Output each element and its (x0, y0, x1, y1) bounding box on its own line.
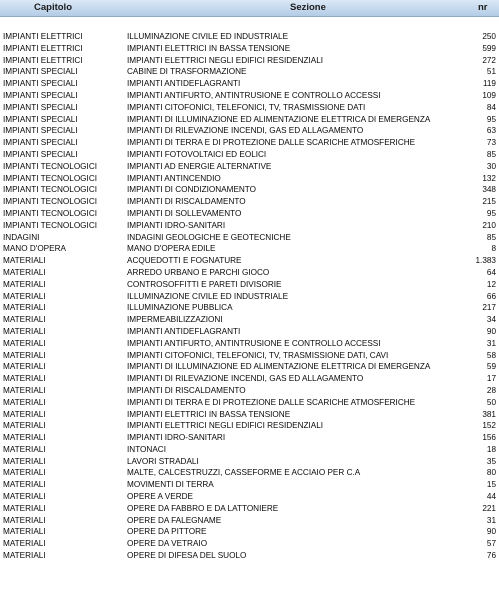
cell-capitolo: MATERIALI (3, 515, 46, 525)
cell-capitolo: MATERIALI (3, 444, 46, 454)
table-row[interactable] (0, 55, 499, 67)
table-row[interactable] (0, 232, 499, 244)
column-header-sezione[interactable]: Sezione (290, 2, 326, 13)
table-row[interactable] (0, 255, 499, 267)
cell-capitolo: MATERIALI (3, 326, 46, 336)
cell-nr: 215 (482, 197, 496, 207)
cell-capitolo: MATERIALI (3, 480, 46, 490)
cell-nr: 80 (486, 468, 496, 478)
cell-sezione: IMPIANTI ANTIDEFLAGRANTI (127, 326, 241, 336)
cell-capitolo: IMPIANTI ELETTRICI (3, 43, 83, 53)
cell-capitolo: IMPIANTI SPECIALI (3, 126, 78, 136)
cell-sezione: INDAGINI GEOLOGICHE E GEOTECNICHE (127, 232, 291, 242)
cell-capitolo: MATERIALI (3, 397, 46, 407)
table-row[interactable] (0, 78, 499, 90)
cell-nr: 132 (482, 173, 496, 183)
cell-capitolo: MATERIALI (3, 338, 46, 348)
cell-nr: 272 (482, 55, 496, 65)
table-row[interactable] (0, 550, 499, 562)
cell-nr: 210 (482, 220, 496, 230)
cell-sezione: IMPIANTI IDRO-SANITARI (127, 433, 226, 443)
cell-capitolo: IMPIANTI ELETTRICI (3, 55, 83, 65)
table-row[interactable] (0, 338, 499, 350)
cell-sezione: MANO D'OPERA EDILE (127, 244, 216, 254)
cell-nr: 90 (486, 527, 496, 537)
cell-sezione: OPERE DA VETRAIO (127, 539, 208, 549)
table-row[interactable] (0, 90, 499, 102)
cell-capitolo: MATERIALI (3, 433, 46, 443)
table-row[interactable] (0, 243, 499, 255)
cell-nr: 250 (482, 32, 496, 41)
cell-nr: 12 (486, 279, 496, 289)
cell-nr: 31 (486, 515, 496, 525)
cell-capitolo: MATERIALI (3, 256, 46, 266)
cell-capitolo: MATERIALI (3, 362, 46, 372)
cell-capitolo: MANO D'OPERA (3, 244, 66, 254)
cell-nr: 95 (486, 208, 496, 218)
table-row[interactable] (0, 279, 499, 291)
cell-capitolo: IMPIANTI SPECIALI (3, 79, 78, 89)
table-row[interactable] (0, 302, 499, 314)
cell-sezione: IMPIANTI DI RISCALDAMENTO (127, 385, 246, 395)
table-row[interactable] (0, 467, 499, 479)
table-row[interactable] (0, 432, 499, 444)
table-row[interactable] (0, 208, 499, 220)
table-row[interactable] (0, 149, 499, 161)
cell-sezione: IMPIANTI ANTIDEFLAGRANTI (127, 79, 241, 89)
cell-nr: 44 (486, 492, 496, 502)
cell-capitolo: MATERIALI (3, 291, 46, 301)
table-row[interactable] (0, 444, 499, 456)
cell-nr: 221 (482, 503, 496, 513)
cell-sezione: IMPIANTI ELETTRICI IN BASSA TENSIONE (127, 409, 291, 419)
cell-sezione: LAVORI STRADALI (127, 456, 199, 466)
table-row[interactable] (0, 456, 499, 468)
cell-nr: 64 (486, 267, 496, 277)
cell-nr: 73 (486, 138, 496, 148)
table-row[interactable] (0, 291, 499, 303)
cell-sezione: ILLUMINAZIONE CIVILE ED INDUSTRIALE (127, 32, 289, 41)
cell-sezione: IMPIANTI DI SOLLEVAMENTO (127, 208, 242, 218)
cell-capitolo: IMPIANTI TECNOLOGICI (3, 197, 98, 207)
cell-sezione: ILLUMINAZIONE CIVILE ED INDUSTRIALE (127, 291, 289, 301)
cell-sezione: ACQUEDOTTI E FOGNATURE (127, 256, 242, 266)
column-header-nr[interactable]: nr (478, 2, 488, 13)
table-header (0, 0, 499, 17)
cell-sezione: IMPIANTI DI ILLUMINAZIONE ED ALIMENTAZIONE ELETTRICA DI EMERGENZA (127, 362, 431, 372)
cell-sezione: IMPIANTI DI CONDIZIONAMENTO (127, 185, 257, 195)
cell-nr: 58 (486, 350, 496, 360)
cell-sezione: IMPIANTI DI TERRA E DI PROTEZIONE DALLE SCARICHE ATMOSFERICHE (127, 138, 416, 148)
cell-capitolo: MATERIALI (3, 421, 46, 431)
cell-capitolo: IMPIANTI SPECIALI (3, 90, 78, 100)
cell-nr: 17 (486, 374, 496, 384)
table-row[interactable] (0, 102, 499, 114)
cell-nr: 217 (482, 303, 496, 313)
cell-sezione: IMPIANTI ANTINCENDIO (127, 173, 221, 183)
cell-sezione: OPERE DA PITTORE (127, 527, 207, 537)
table-row[interactable] (0, 267, 499, 279)
table-row[interactable] (0, 220, 499, 232)
cell-sezione: ILLUMINAZIONE PUBBLICA (127, 303, 233, 313)
cell-sezione: INTONACI (127, 444, 166, 454)
cell-capitolo: IMPIANTI TECNOLOGICI (3, 173, 98, 183)
cell-capitolo: MATERIALI (3, 539, 46, 549)
cell-nr: 18 (486, 444, 496, 454)
cell-sezione: CABINE DI TRASFORMAZIONE (127, 67, 247, 77)
cell-nr: 57 (486, 539, 496, 549)
table-row[interactable] (0, 31, 499, 43)
cell-nr: 51 (486, 67, 496, 77)
cell-capitolo: IMPIANTI SPECIALI (3, 138, 78, 148)
table-row[interactable] (0, 43, 499, 55)
cell-nr: 35 (486, 456, 496, 466)
table-row[interactable] (0, 137, 499, 149)
table-row[interactable] (0, 385, 499, 397)
cell-nr: 348 (482, 185, 496, 195)
cell-nr: 156 (482, 433, 496, 443)
cell-sezione: IMPIANTI DI RILEVAZIONE INCENDI, GAS ED ALLAGAMENTO (127, 126, 364, 136)
table-row[interactable] (0, 420, 499, 432)
cell-capitolo: MATERIALI (3, 315, 46, 325)
table-row[interactable] (0, 196, 499, 208)
cell-sezione: IMPIANTI IDRO-SANITARI (127, 220, 226, 230)
cell-capitolo: IMPIANTI SPECIALI (3, 149, 78, 159)
table-row[interactable] (0, 125, 499, 137)
cell-sezione: IMPIANTI ELETTRICI IN BASSA TENSIONE (127, 43, 291, 53)
cell-nr: 381 (482, 409, 496, 419)
cell-capitolo: IMPIANTI TECNOLOGICI (3, 208, 98, 218)
cell-sezione: IMPIANTI CITOFONICI, TELEFONICI, TV, TRASMISSIONE DATI (127, 102, 366, 112)
cell-nr: 84 (486, 102, 496, 112)
cell-nr: 85 (486, 232, 496, 242)
cell-sezione: OPERE DI DIFESA DEL SUOLO (127, 551, 247, 561)
table-row[interactable] (0, 66, 499, 78)
table-row[interactable] (0, 361, 499, 373)
cell-capitolo: IMPIANTI TECNOLOGICI (3, 220, 98, 230)
cell-nr: 1.383 (475, 256, 496, 266)
cell-sezione: MALTE, CALCESTRUZZI, CASSEFORME E ACCIAIO PER C.A (127, 468, 361, 478)
cell-sezione: MOVIMENTI DI TERRA (127, 480, 214, 490)
table-row[interactable] (0, 503, 499, 515)
table-body (0, 31, 499, 562)
cell-sezione: OPERE DA FABBRO E DA LATTONIERE (127, 503, 279, 513)
cell-sezione: IMPIANTI ANTIFURTO, ANTINTRUSIONE E CONTROLLO ACCESSI (127, 90, 381, 100)
cell-nr: 59 (486, 362, 496, 372)
cell-nr: 109 (482, 90, 496, 100)
cell-capitolo: IMPIANTI SPECIALI (3, 102, 78, 112)
cell-sezione: IMPIANTI DI ILLUMINAZIONE ED ALIMENTAZIONE ELETTRICA DI EMERGENZA (127, 114, 431, 124)
cell-nr: 15 (486, 480, 496, 490)
cell-nr: 66 (486, 291, 496, 301)
cell-nr: 34 (486, 315, 496, 325)
cell-capitolo: MATERIALI (3, 303, 46, 313)
cell-sezione: IMPIANTI ELETTRICI NEGLI EDIFICI RESIDENZIALI (127, 55, 324, 65)
cell-capitolo: IMPIANTI TECNOLOGICI (3, 161, 98, 171)
cell-nr: 90 (486, 326, 496, 336)
table-row[interactable] (0, 538, 499, 550)
cell-sezione: OPERE DA FALEGNAME (127, 515, 222, 525)
cell-nr: 50 (486, 397, 496, 407)
cell-sezione: IMPIANTI DI RILEVAZIONE INCENDI, GAS ED ALLAGAMENTO (127, 374, 364, 384)
cell-nr: 85 (486, 149, 496, 159)
table-row[interactable] (0, 350, 499, 362)
cell-nr: 152 (482, 421, 496, 431)
table-row[interactable] (0, 314, 499, 326)
cell-nr: 8 (491, 244, 496, 254)
cell-nr: 30 (486, 161, 496, 171)
cell-nr: 31 (486, 338, 496, 348)
table-row[interactable] (0, 515, 499, 527)
table-row[interactable] (0, 373, 499, 385)
cell-nr: 599 (482, 43, 496, 53)
cell-sezione: IMPIANTI AD ENERGIE ALTERNATIVE (127, 161, 272, 171)
cell-capitolo: MATERIALI (3, 492, 46, 502)
cell-capitolo: MATERIALI (3, 551, 46, 561)
cell-capitolo: IMPIANTI ELETTRICI (3, 32, 83, 41)
cell-capitolo: MATERIALI (3, 468, 46, 478)
table-row[interactable] (0, 397, 499, 409)
cell-capitolo: MATERIALI (3, 503, 46, 513)
cell-sezione: ARREDO URBANO E PARCHI GIOCO (127, 267, 270, 277)
cell-capitolo: MATERIALI (3, 456, 46, 466)
cell-sezione: IMPIANTI ELETTRICI NEGLI EDIFICI RESIDENZIALI (127, 421, 324, 431)
cell-sezione: IMPIANTI ANTIFURTO, ANTINTRUSIONE E CONTROLLO ACCESSI (127, 338, 381, 348)
cell-sezione: OPERE A VERDE (127, 492, 193, 502)
table-row[interactable] (0, 161, 499, 173)
table-row[interactable] (0, 173, 499, 185)
cell-capitolo: MATERIALI (3, 350, 46, 360)
cell-capitolo: MATERIALI (3, 527, 46, 537)
cell-sezione: IMPIANTI FOTOVOLTAICI ED EOLICI (127, 149, 267, 159)
table-row[interactable] (0, 526, 499, 538)
cell-capitolo: INDAGINI (3, 232, 40, 242)
cell-nr: 119 (482, 79, 496, 89)
cell-sezione: IMPERMEABILIZZAZIONI (127, 315, 223, 325)
cell-capitolo: MATERIALI (3, 267, 46, 277)
cell-capitolo: MATERIALI (3, 385, 46, 395)
cell-nr: 76 (486, 551, 496, 561)
cell-capitolo: IMPIANTI TECNOLOGICI (3, 185, 98, 195)
cell-sezione: IMPIANTI DI TERRA E DI PROTEZIONE DALLE SCARICHE ATMOSFERICHE (127, 397, 416, 407)
table-row[interactable] (0, 326, 499, 338)
table-row[interactable] (0, 409, 499, 421)
cell-capitolo: IMPIANTI SPECIALI (3, 114, 78, 124)
cell-sezione: IMPIANTI DI RISCALDAMENTO (127, 197, 246, 207)
cell-capitolo: MATERIALI (3, 374, 46, 384)
table-row[interactable] (0, 491, 499, 503)
cell-nr: 63 (486, 126, 496, 136)
cell-nr: 95 (486, 114, 496, 124)
table-row[interactable] (0, 114, 499, 126)
cell-capitolo: MATERIALI (3, 409, 46, 419)
column-header-capitolo[interactable]: Capitolo (34, 2, 72, 13)
cell-capitolo: MATERIALI (3, 279, 46, 289)
cell-sezione: IMPIANTI CITOFONICI, TELEFONICI, TV, TRASMISSIONE DATI, CAVI (127, 350, 389, 360)
table-row[interactable] (0, 479, 499, 491)
cell-sezione: CONTROSOFFITTI E PARETI DIVISORIE (127, 279, 282, 289)
table-row[interactable] (0, 184, 499, 196)
cell-capitolo: IMPIANTI SPECIALI (3, 67, 78, 77)
cell-nr: 28 (486, 385, 496, 395)
